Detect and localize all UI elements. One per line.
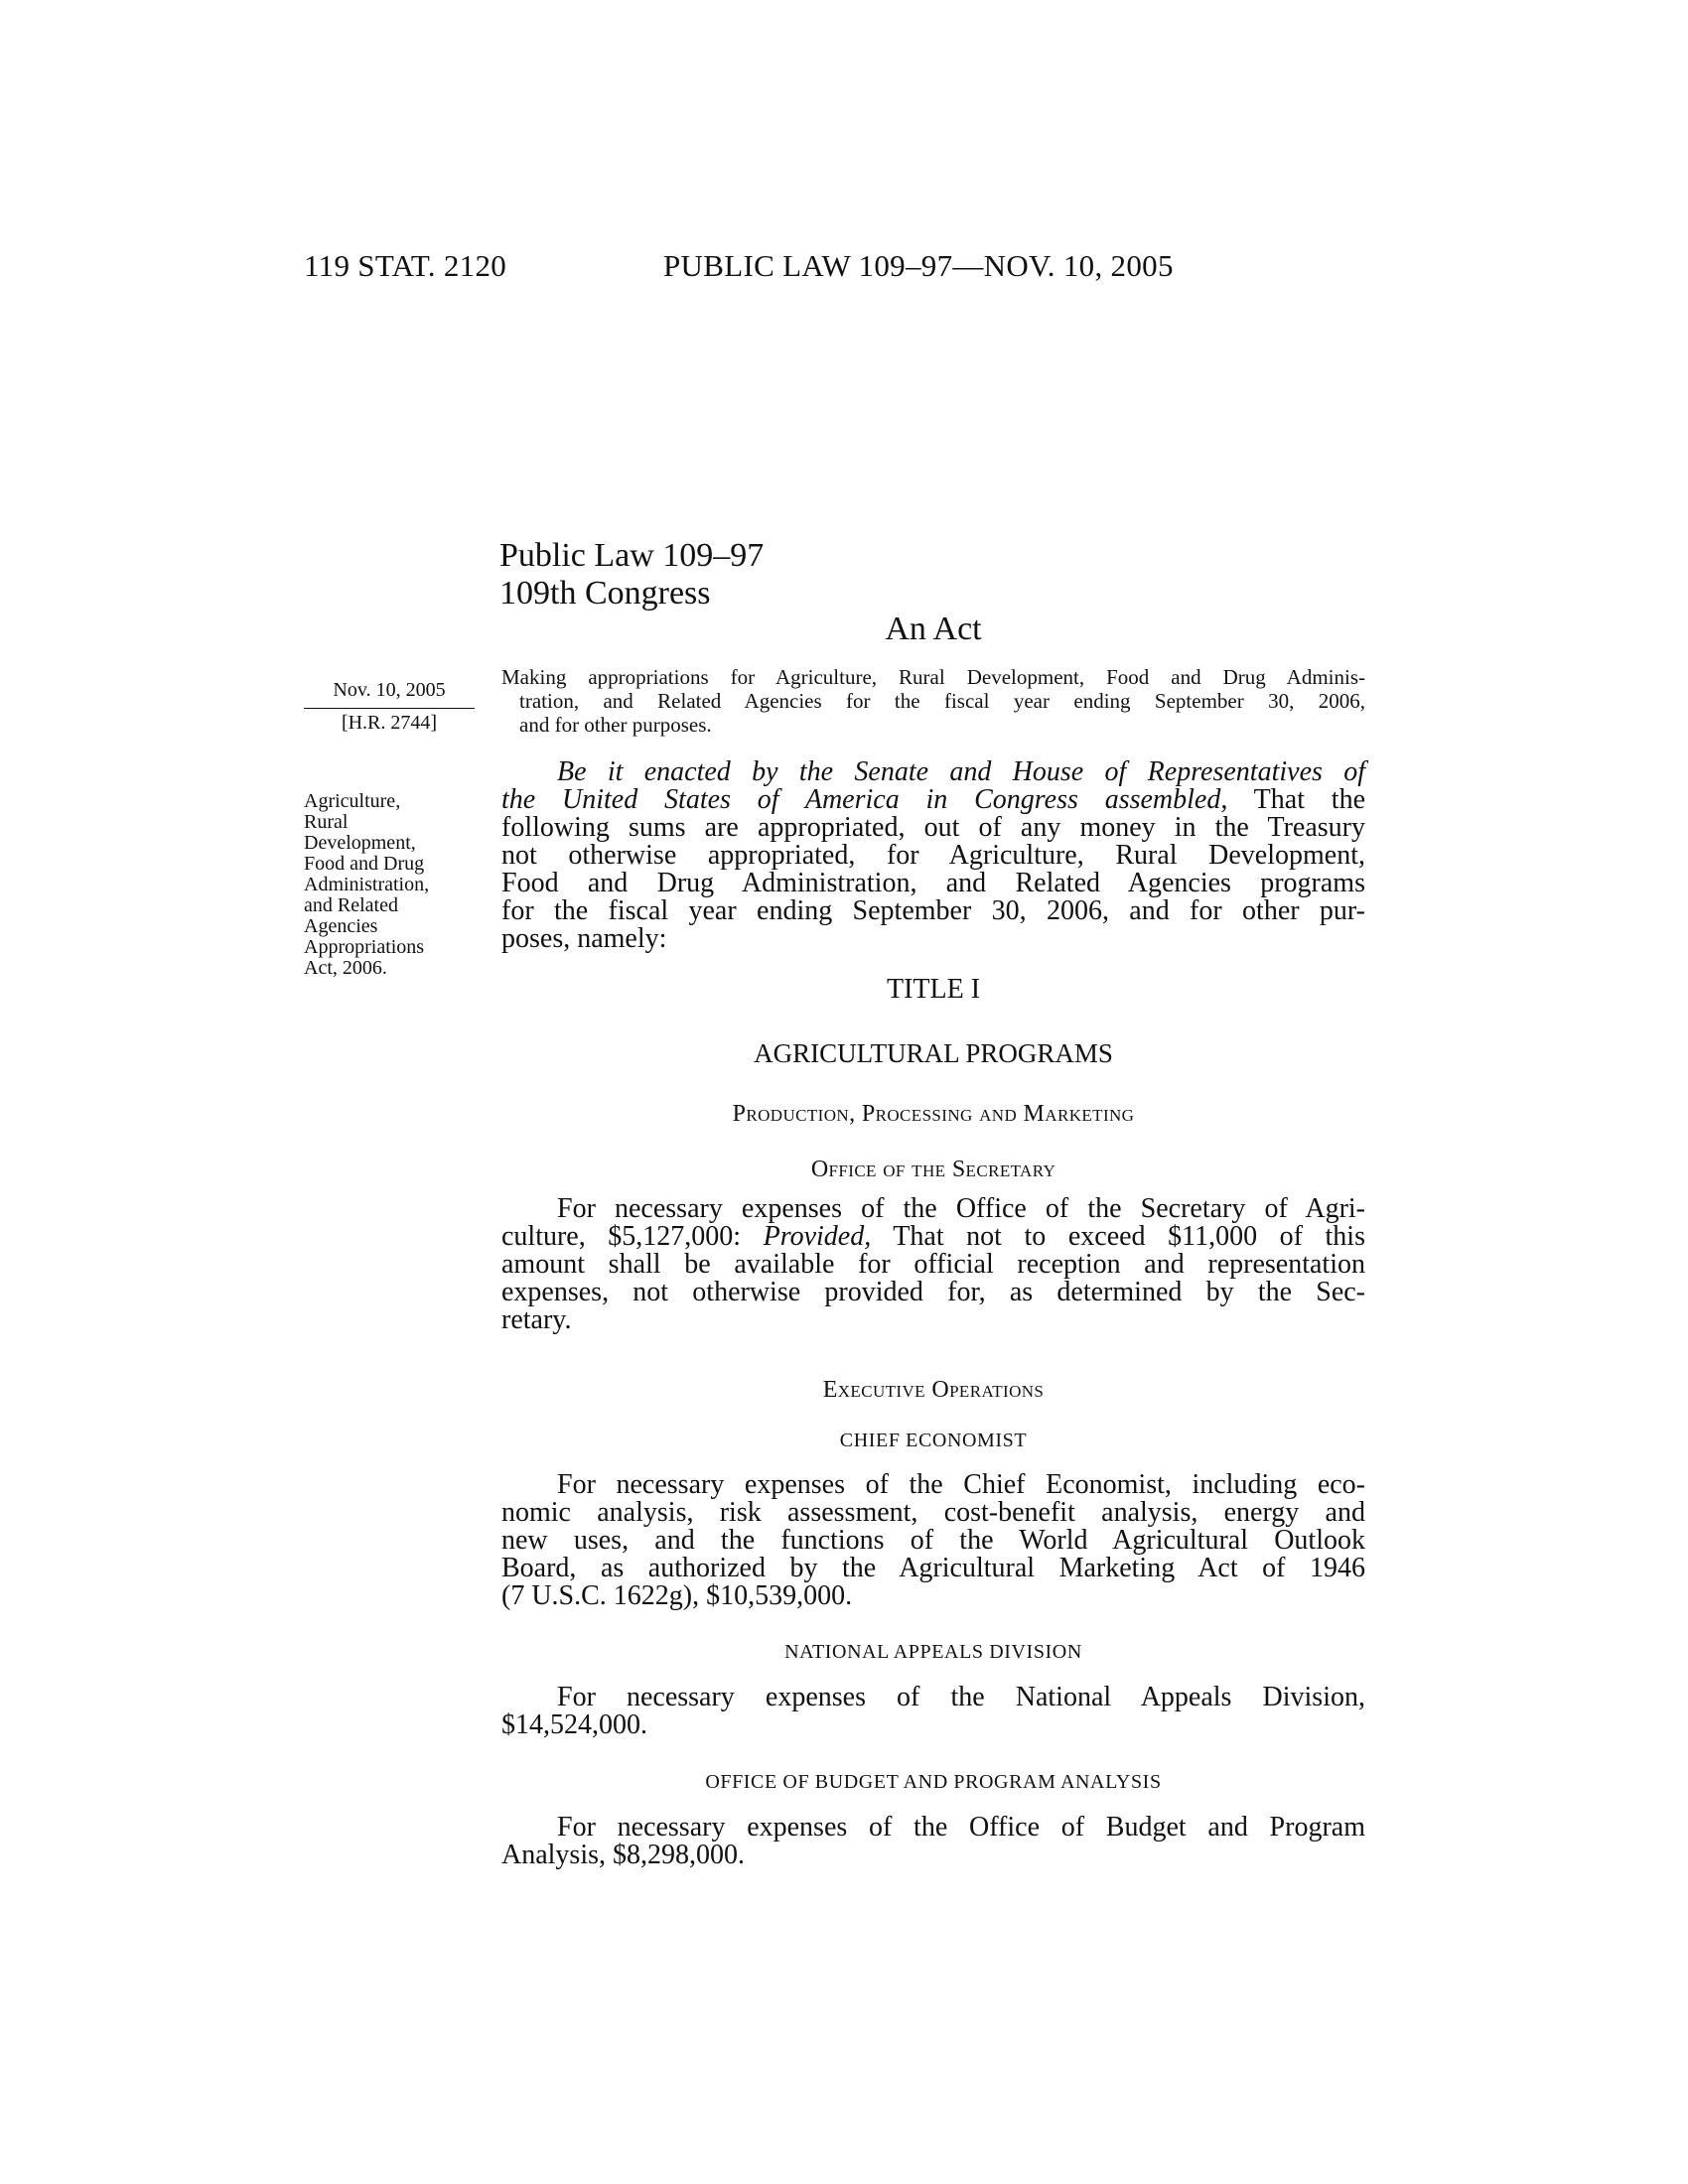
- running-header-left: 119 STAT. 2120: [304, 248, 507, 283]
- margin-short-title: [304, 791, 483, 979]
- margin-short-title-line: Agencies: [304, 915, 378, 937]
- production-heading: Production, Processing and Marketing: [732, 1101, 1135, 1127]
- purpose-line: Making appropriations for Agriculture, Rural Development, Food and Drug Adminis-: [501, 665, 1365, 689]
- title-heading: TITLE I: [886, 974, 981, 1005]
- enacting-line: [501, 786, 1365, 814]
- enacting-line: Food and Drug Administration, and Related Agencies programs: [501, 868, 1365, 898]
- paragraph-line: expenses, not otherwise provided for, as determined by the Sec-: [501, 1277, 1365, 1307]
- margin-short-title-line: Agriculture,: [304, 790, 401, 812]
- paragraph-line: Board, as authorized by the Agricultural Marketing Act of 1946: [501, 1553, 1365, 1583]
- enacting-line: not otherwise appropriated, for Agriculture, Rural Development,: [501, 840, 1365, 871]
- paragraph-line: nomic analysis, risk assessment, cost-benefit analysis, energy and: [501, 1497, 1365, 1528]
- appeals-paragraph: [501, 1684, 1365, 1739]
- paragraph-line: retary.: [501, 1304, 572, 1335]
- margin-bill-number: [H.R. 2744]: [341, 712, 438, 734]
- paragraph-line: For necessary expenses of the Chief Economist, including eco-: [557, 1469, 1365, 1500]
- paragraph-line: amount shall be available for official reception and representation: [501, 1249, 1365, 1280]
- chief-economist-heading: CHIEF ECONOMIST: [839, 1430, 1028, 1451]
- budget-paragraph: [501, 1814, 1365, 1869]
- enacting-text: That the: [1227, 784, 1365, 815]
- margin-short-title-line: Appropriations: [304, 936, 425, 958]
- purpose-line: and for other purposes.: [519, 713, 712, 737]
- appeals-heading: NATIONAL APPEALS DIVISION: [784, 1641, 1082, 1663]
- margin-date: Nov. 10, 2005: [333, 679, 446, 701]
- enacting-clause: [501, 758, 1365, 953]
- margin-short-title-line: Administration,: [304, 874, 430, 895]
- paragraph-italic-text: Provided,: [763, 1221, 872, 1252]
- paragraph-line: For necessary expenses of the Office of Budget and Program: [557, 1812, 1365, 1843]
- office-secretary-heading: Office of the Secretary: [810, 1157, 1056, 1182]
- paragraph-line: [501, 1223, 1365, 1251]
- enacting-line: following sums are appropriated, out of any money in the Treasury: [501, 812, 1365, 843]
- paragraph-line: For necessary expenses of the Office of the Secretary of Agri-: [557, 1193, 1365, 1224]
- margin-short-title-line: Development,: [304, 832, 416, 854]
- margin-short-title-line: Act, 2006.: [304, 957, 387, 979]
- paragraph-line: Analysis, $8,298,000.: [501, 1840, 745, 1870]
- paragraph-line: new uses, and the functions of the World Agricultural Outlook: [501, 1525, 1365, 1556]
- budget-heading: OFFICE OF BUDGET AND PROGRAM ANALYSIS: [705, 1771, 1162, 1793]
- an-act-heading: An Act: [885, 611, 982, 647]
- paragraph-line: $14,524,000.: [501, 1709, 647, 1740]
- margin-divider: [304, 708, 475, 709]
- purpose-clause: [501, 665, 1365, 737]
- public-law-number: Public Law 109–97: [499, 537, 765, 574]
- running-header-right: PUBLIC LAW 109–97—NOV. 10, 2005: [663, 248, 1174, 283]
- paragraph-line: (7 U.S.C. 1622g), $10,539,000.: [501, 1580, 853, 1611]
- economist-paragraph: [501, 1471, 1365, 1610]
- enacting-italic-line: [501, 758, 1365, 786]
- margin-short-title-line: Food and Drug: [304, 853, 425, 875]
- enacting-line: poses, namely:: [501, 923, 667, 954]
- margin-short-title-line: Rural: [304, 811, 349, 833]
- programs-heading: AGRICULTURAL PROGRAMS: [754, 1038, 1113, 1068]
- paragraph-text: culture, $5,127,000:: [501, 1221, 764, 1252]
- enacting-italic-text: the United States of America in Congress assembled,: [501, 784, 1228, 815]
- paragraph-text: That not to exceed $11,000 of this: [871, 1221, 1365, 1252]
- congress-label: 109th Congress: [499, 575, 711, 612]
- enacting-italic-text: Be it enacted by the Senate and House of Representatives of: [557, 756, 1365, 787]
- secretary-paragraph: [501, 1195, 1365, 1334]
- executive-heading: Executive Operations: [822, 1377, 1045, 1403]
- margin-short-title-line: and Related: [304, 894, 398, 916]
- paragraph-line: For necessary expenses of the National Appeals Division,: [557, 1682, 1365, 1712]
- enacting-line: for the fiscal year ending September 30, 2006, and for other pur-: [501, 895, 1365, 926]
- purpose-line: tration, and Related Agencies for the fiscal year ending September 30, 2006,: [519, 689, 1365, 713]
